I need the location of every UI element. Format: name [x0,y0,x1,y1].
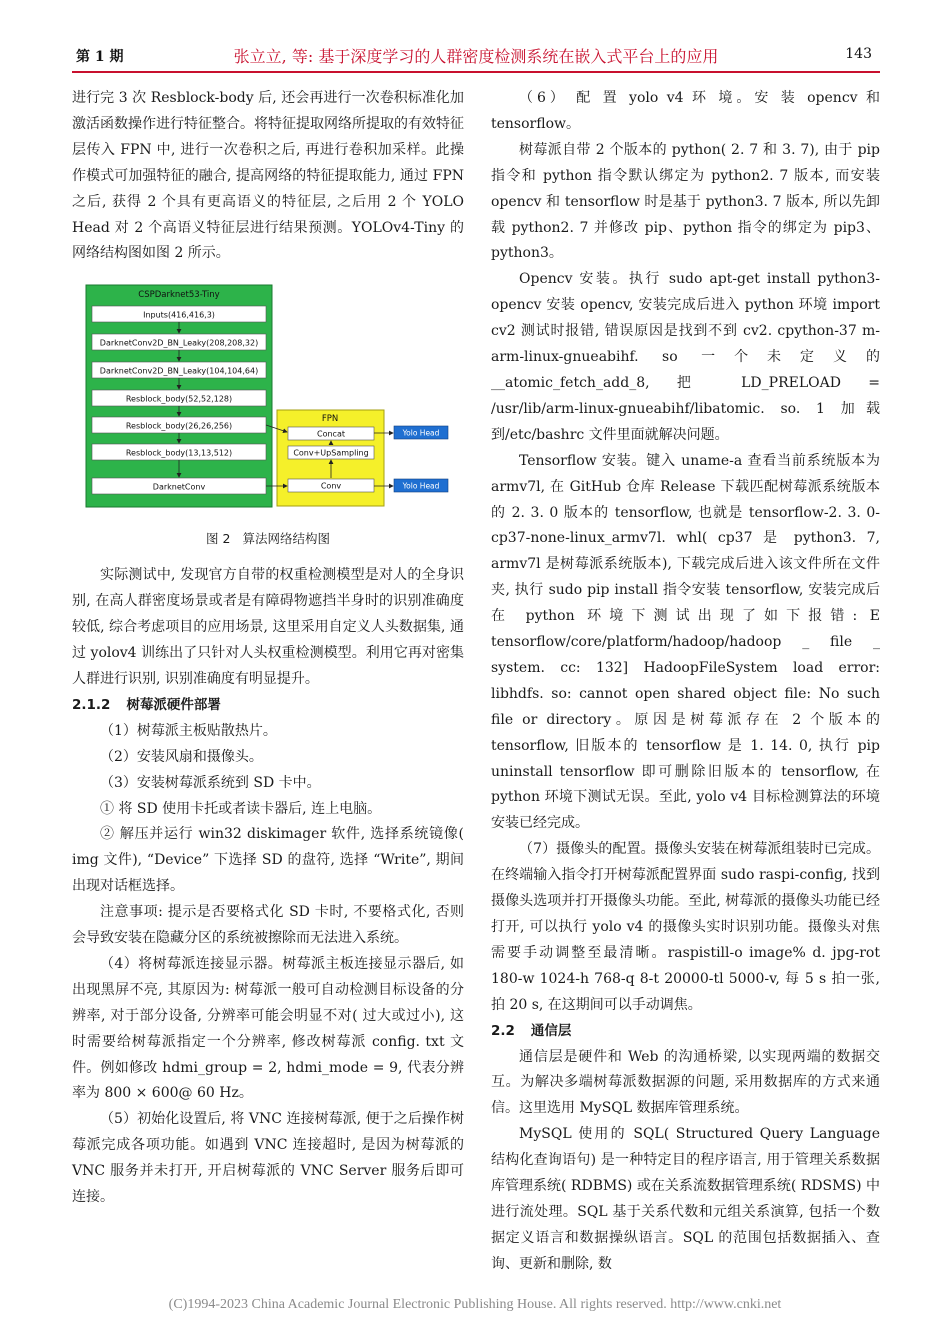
paragraph-communication: 通信层是硬件和 Web 的沟通桥梁, 以实现两端的数据交互。为解决多端树莓派数据源的问题, 采用数据库的方式来通信。这里选用 MySQL 数据库管理系统。 [491,1048,880,1117]
section-title: 通信层 [530,1022,572,1039]
step-2: （2）安装风扇和摄像头。 [100,748,263,765]
backbone-title: CSPDarknet53-Tiny [138,290,220,301]
figure-caption [72,529,464,549]
paragraph-test: 实际测试中, 发现官方自带的权重检测模型是对人的全身识别, 在高人群密度场景或者是有障碍物遮挡半身时的识别准确度较低, 综合考虑项目的应用场景, 这里采用自定义人头数据集, 通过 yolov4 训练出了只针对人头权重检测模型。利用它再对密集人群进行识别, 识别准确度有明显提升。 [72,567,464,687]
fpn-block-label: Conv [320,481,342,491]
left-column [72,86,464,1211]
paragraph-python: 树莓派自带 2 个版本的 python( 2. 7 和 3. 7), 由于 pip 指令和 python 指令默认绑定为 python2. 7 版本, 而安装 opencv 和 tensorflow 时是基于 python3. 7 版本, 所以先卸载 python2. 7 并修改 pip、python 指令的绑定为 pip3、python3。 [491,141,880,262]
section-number: 2.2 [491,1022,515,1039]
step-7: （7）摄像头的配置。摄像头安装在树莓派组装时已完成。在终端输入指令打开树莓派配置界面 sudo raspi-config, 找到摄像头选项并打开摄像头功能。至此, 树莓派的摄像头功能已经打开, 可以执行 yolo v4 的摄像头实时识别功能。摄像头对焦需要手动调整至最清晰。raspistill-o image% d. jpg-rot 180-w 1024-h 768-q 8-t 20000-tl 5000-v, 每 5 s 拍一张, 拍 20 s, 在这期间可以手动调焦。 [491,841,880,1013]
yolo-head-label: Yolo Head [402,481,440,491]
paragraph-intro: 进行完 3 次 Resblock-body 后, 还会再进行一次卷积标准化加激活函数操作进行特征整合。将特征提取网络所提取的有效特征层传入 FPN 中, 进行一次卷积之后, 再进行卷积加采样。此操作模式可加强特征的融合, 提高网络的特征提取能力, 通过 FPN 之后, 获得 2 个具有更高语义的特征层, 之后用 2 个 YOLO Head 对 2 个高语义特征层进行结果预测。YOLOv4-Tiny 的网络结构图如图 2 所示。 [72,90,464,262]
fpn-title: FPN [321,414,339,425]
note-paragraph: 注意事项: 提示是否要格式化 SD 卡时, 不要格式化, 否则会导致安装在隐藏分区的系统被擦除而无法进入系统。 [72,904,464,947]
figure-network-structure [72,279,464,527]
section-title: 树莓派硬件部署 [126,696,221,713]
layer-label: Resblock_body(52,52,128) [125,394,233,404]
step-6: （6） 配 置 yolo v4 环 境。安 装 opencv 和 tensorflow。 [491,90,880,132]
running-header [72,44,880,70]
step-3b: ② 解压并运行 win32 diskimager 软件, 选择系统镜像( img 文件), “Device” 下选择 SD 的盘符, 选择 “Write”, 期间出现对话框选择。 [72,826,464,895]
paragraph-tensorflow: Tensorflow 安装。键入 uname-a 查看当前系统版本为 armv7l, 在 GitHub 仓库 Release 下载匹配树莓派系统版本的 2. 3. 0 版本的 tensorflow, 也就是 tensorflow-2. 3. 0-cp37-none-linux_armv7l. whl( cp37 是 python3. 7, armv7l 是树莓派系统版本), 下载完成后进入该文件所在文件夹, 执行 sudo pip install 指令安装 tensorflow, 安装完成后在 python 环境下测试出现了如下报错: E tensorflow/core/platform/hadoop/hadoop _ file _ system. cc: 132] HadoopFileSystem load error: libhdfs. so: cannot open shared object file: No such file or directory。原因是树莓派存在 2 个版本的 tensorflow, 旧版本的 tensorflow 是 1. 14. 0, 执行 pip uninstall tensorflow 即可删除旧版本的 tensorflow, 在 python 环境下测试无误。至此, yolo v4 目标检测算法的环境安装已经完成。 [491,452,880,832]
paragraph-opencv: Opencv 安装。执行 sudo apt-get install python3-opencv 安装 opencv, 安装完成后进入 python 环境 import cv2 测试时报错, 错误原因是找到不到 cv2. cpython-37 m-arm-linux-gnueabihf. so 一个未定义的__atomic_fetch_add_8, 把 LD_PRELOAD = /usr/lib/arm-linux-gnueabihf/libatomic. so. 1 加载到/etc/bashrc 文件里面就解决问题。 [491,271,880,443]
paragraph-mysql: MySQL 使用的 SQL( Structured Query Language 结构化查询语句) 是一种特定目的程序语言, 用于管理关系数据库管理系统( RDBMS) 或在关系流数据管理系统( RDSMS) 中进行流处理。SQL 基于关系代数和元组关系演算, 包括一个数据定义语言和数据操纵语言。SQL 的范围包括数据插入、查询、更新和删除, 数 [491,1126,880,1272]
right-column [491,86,880,1278]
layer-label: DarknetConv [152,482,206,492]
figure-number: 图 2 [206,531,231,547]
section-heading-2-1-2 [72,693,464,719]
layer-label: Resblock_body(13,13,512) [125,448,233,458]
layer-label: Inputs(416,416,3) [143,310,215,320]
layer-label: DarknetConv2D_BN_Leaky(104,104,64) [99,366,259,376]
header-rule [72,71,880,73]
section-number: 2.1.2 [72,696,111,713]
fpn-block-label: Concat [317,429,345,439]
fpn-block-label: Conv+UpSampling [293,448,369,458]
step-3: （3）安装树莓派系统到 SD 卡中。 [100,774,321,791]
layer-label: Resblock_body(26,26,256) [125,421,233,431]
layer-label: DarknetConv2D_BN_Leaky(208,208,32) [99,338,259,348]
copyright-footer: (C)1994-2023 China Academic Journal Electronic Publishing House. All rights reserved. http://www.cnki.net [168,1297,782,1312]
running-title: 张立立, 等: 基于深度学习的人群密度检测系统在嵌入式平台上的应用 [233,47,719,66]
network-diagram [72,279,464,527]
yolo-head-label: Yolo Head [402,428,440,438]
step-5: （5）初始化设置后, 将 VNC 连接树莓派, 便于之后操作树莓派完成各项功能。如遇到 VNC 连接超时, 是因为树莓派的 VNC 服务并未打开, 开启树莓派的 VNC Server 服务后即可连接。 [72,1111,464,1206]
figure-caption-text: 算法网络结构图 [242,531,330,547]
page-number: 143 [845,46,872,62]
step-1: （1）树莓派主板贴散热片。 [100,722,277,739]
step-3a: ① 将 SD 使用卡托或者读卡器后, 连上电脑。 [100,800,382,817]
section-heading-2-2 [491,1019,880,1045]
step-4: （4）将树莓派连接显示器。树莓派主板连接显示器后, 如出现黑屏不亮, 其原因为: 树莓派一般可自动检测目标设备的分辨率, 对于部分设备, 分辨率可能会明显不对( 过大或过小), 这时需要给树莓派指定一个分辨率, 修改树莓派 config. txt 文件。例如修改 hdmi_group = 2, hdmi_mode = 9, 代表分辨率为 800 × 600@ 60 Hz。 [72,955,464,1102]
issue-label: 第 1 期 [76,49,124,65]
